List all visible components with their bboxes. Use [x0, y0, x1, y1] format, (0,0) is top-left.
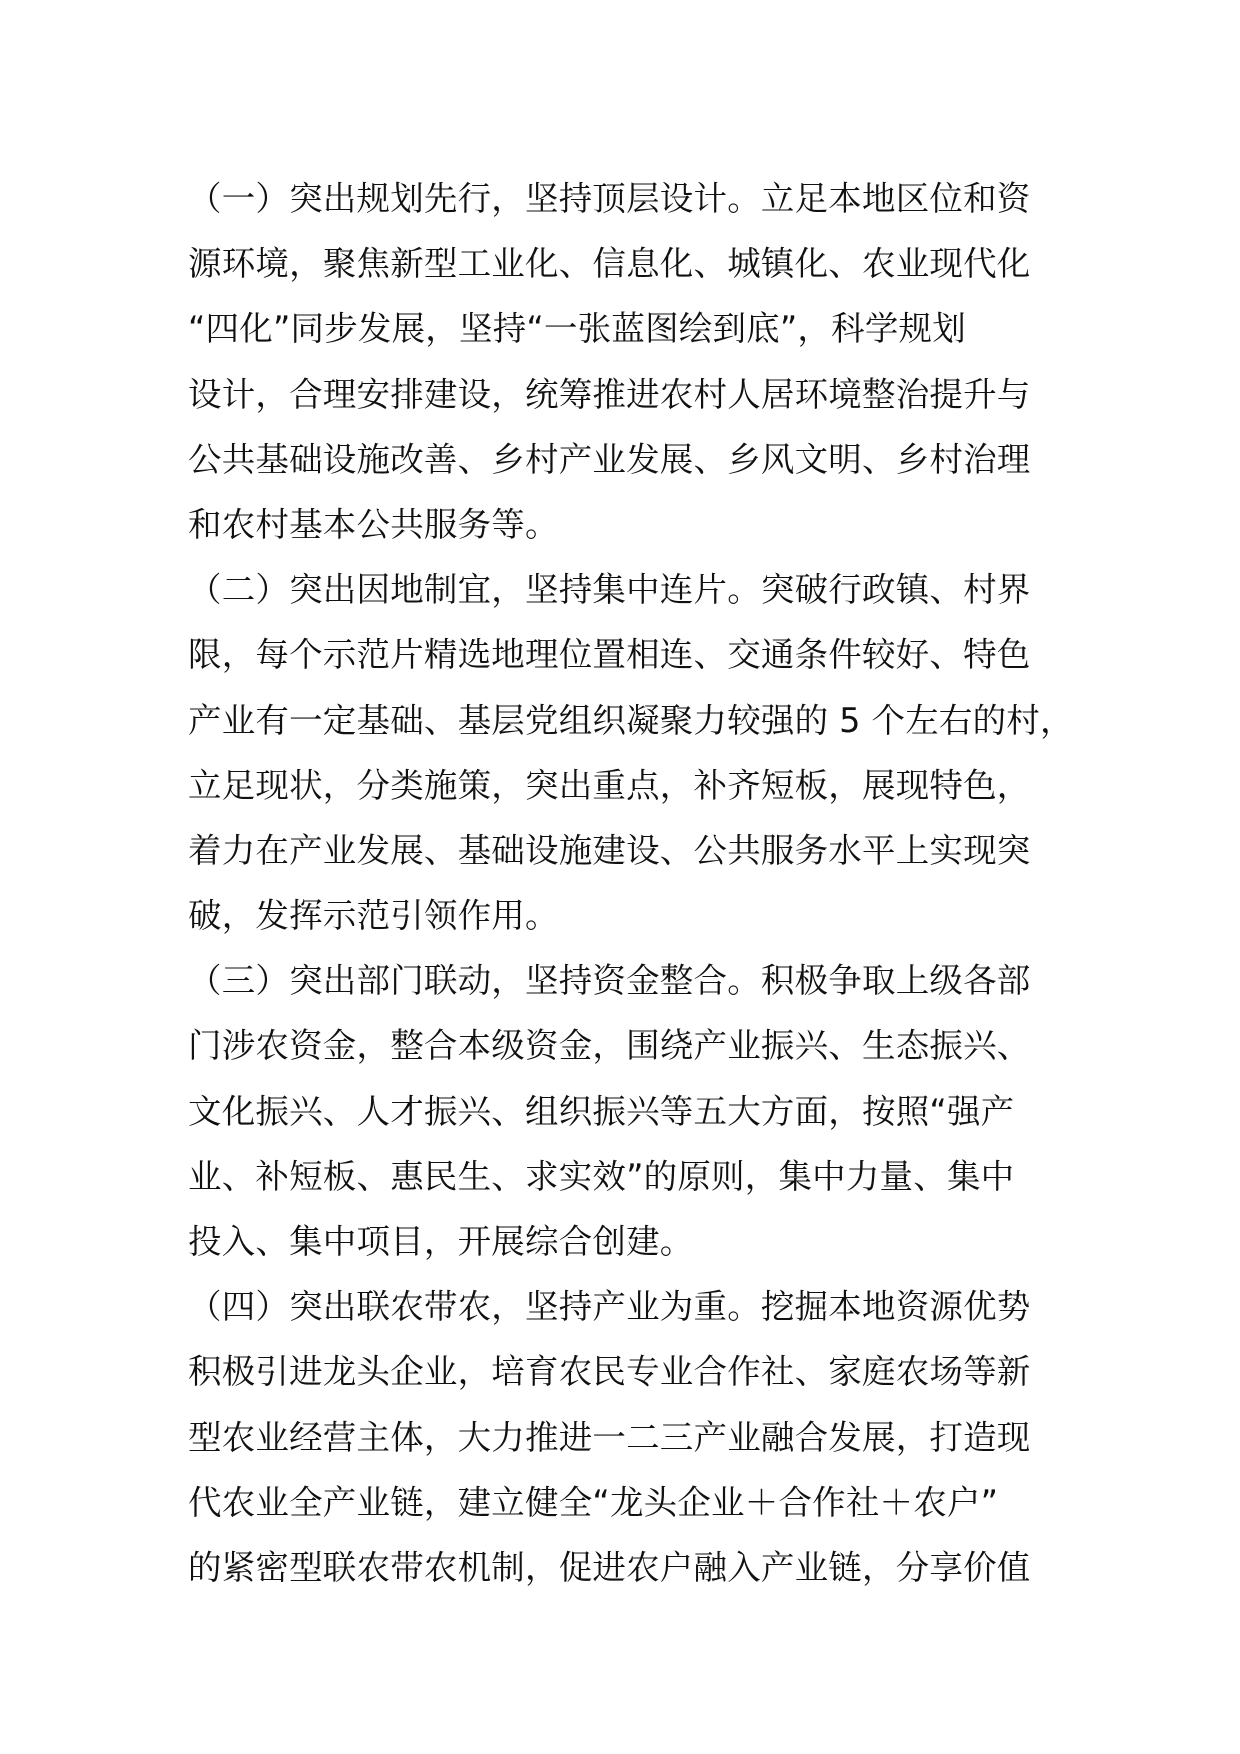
text-line: 立足现状，分类施策，突出重点，补齐短板，展现特色，	[188, 765, 1031, 805]
text-line: 破，发挥示范引领作用。	[188, 896, 559, 936]
text-line: 限，每个示范片精选地理位置相连、交通条件较好、特色	[188, 635, 1031, 675]
text-line: 文化振兴、人才振兴、组织振兴等五大方面，按照“强产	[188, 1091, 1015, 1131]
paragraph-2	[188, 557, 1074, 948]
text-line: 投入、集中项目，开展综合创建。	[188, 1222, 694, 1261]
text-line: （四）突出联农带农，坚持产业为重。挖掘本地资源优势	[188, 1287, 1031, 1327]
paragraph-4	[188, 1274, 1068, 1600]
text-line: 的紧密型联农带农机制，促进农户融入产业链，分享价值	[188, 1547, 1031, 1587]
text-line: 门涉农资金，整合本级资金，围绕产业振兴、生态振兴、	[188, 1026, 1031, 1066]
document-body	[188, 166, 1074, 1600]
text-line: 型农业经营主体，大力推进一二三产业融合发展，打造现	[188, 1417, 1031, 1457]
text-line: （二）突出因地制宜，坚持集中连片。突破行政镇、村界	[188, 570, 1031, 610]
paragraph-3	[188, 948, 1068, 1274]
text-line: 着力在产业发展、基础设施建设、公共服务水平上实现突	[188, 830, 1031, 870]
text-line: 和农村基本公共服务等。	[188, 504, 559, 544]
paragraph-1	[188, 166, 1068, 557]
text-line: “四化”同步发展，坚持“一张蓝图绘到底”，科学规划	[188, 309, 966, 349]
text-line: 源环境，聚焦新型工业化、信息化、城镇化、农业现代化	[188, 244, 1031, 284]
text-line: 产业有一定基础、基层党组织凝聚力较强的 5 个左右的村，	[188, 700, 1074, 740]
text-line: 设计，合理安排建设，统筹推进农村人居环境整治提升与	[188, 374, 1031, 414]
text-line: 积极引进龙头企业，培育农民专业合作社、家庭农场等新	[188, 1352, 1031, 1392]
text-line: 公共基础设施改善、乡村产业发展、乡风文明、乡村治理	[188, 439, 1031, 479]
text-line: （一）突出规划先行，坚持顶层设计。立足本地区位和资	[188, 179, 1031, 218]
text-line: （三）突出部门联动，坚持资金整合。积极争取上级各部	[188, 961, 1031, 1001]
text-line: 代农业全产业链，建立健全“龙头企业＋合作社＋农户”	[188, 1482, 999, 1522]
text-line: 业、补短板、惠民生、求实效”的原则，集中力量、集中	[188, 1156, 1015, 1196]
